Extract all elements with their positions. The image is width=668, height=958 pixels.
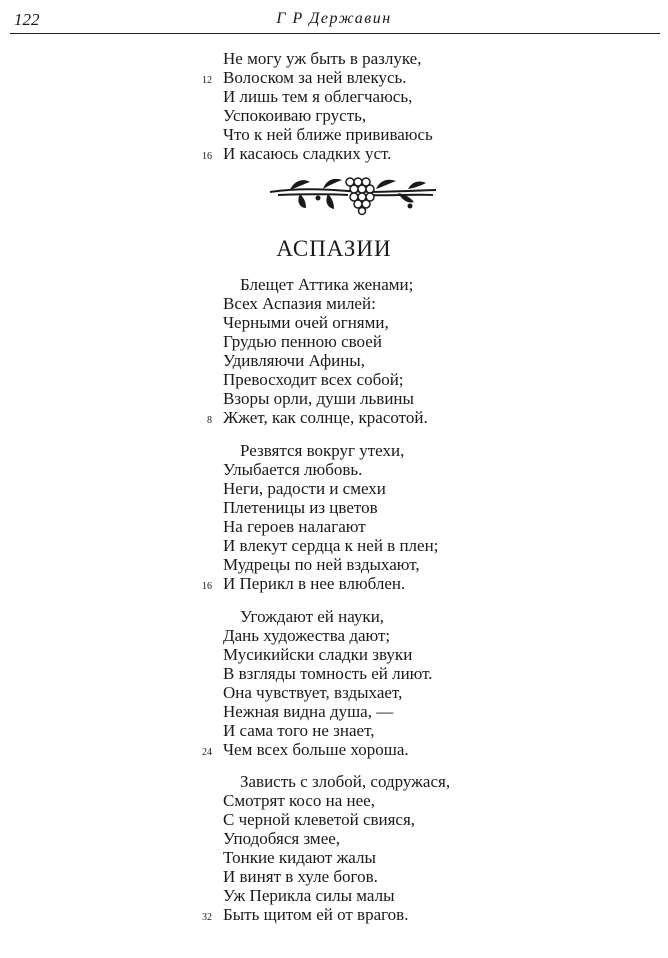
poem-stanza-1 bbox=[0, 275, 668, 427]
line-text: Удивляючи Афины, bbox=[223, 351, 365, 370]
line-text: Не могу уж быть в разлуке, bbox=[223, 49, 422, 68]
poem-title: АСПАЗИИ bbox=[276, 236, 392, 261]
line-text: Всех Аспазия милей: bbox=[223, 294, 376, 313]
vine-grapes-ornament-icon bbox=[268, 168, 438, 216]
line-number: 12 bbox=[202, 75, 212, 86]
line-text: Улыбается любовь. bbox=[223, 460, 363, 479]
line-text: Чем всех больше хороша. bbox=[223, 740, 409, 759]
line-number: 32 bbox=[202, 912, 212, 923]
line-text: Мусикийски сладки звуки bbox=[223, 645, 413, 664]
line-text: Быть щитом ей от врагов. bbox=[223, 905, 409, 924]
poem-line bbox=[0, 905, 668, 924]
line-text: Превосходит всех собой; bbox=[223, 370, 404, 389]
line-text: Черными очей огнями, bbox=[223, 313, 389, 332]
opening-stanza bbox=[0, 49, 668, 163]
poem-line bbox=[0, 351, 668, 370]
poem-line bbox=[0, 626, 668, 645]
line-text: И винят в хуле богов. bbox=[223, 867, 378, 886]
line-text: Угождают ей науки, bbox=[240, 607, 385, 626]
poem-line bbox=[0, 294, 668, 313]
poem-line bbox=[0, 87, 668, 106]
line-text: Волоском за ней влекусь. bbox=[223, 68, 407, 87]
poem-line bbox=[0, 370, 668, 389]
line-text: И влекут сердца к ней в плен; bbox=[223, 536, 439, 555]
poem-line bbox=[0, 125, 668, 144]
line-text: Неги, радости и смехи bbox=[223, 479, 386, 498]
page-number: 122 bbox=[14, 10, 40, 29]
line-text: Блещет Аттика женами; bbox=[240, 275, 414, 294]
poem-line bbox=[0, 144, 668, 163]
poem-line bbox=[0, 683, 668, 702]
poem-stanza-4 bbox=[0, 772, 668, 924]
poem-line bbox=[0, 332, 668, 351]
poem-line bbox=[0, 810, 668, 829]
poem-line bbox=[0, 772, 668, 791]
poem-line bbox=[0, 536, 668, 555]
poem-line bbox=[0, 664, 668, 683]
line-text: Взоры орли, души львины bbox=[223, 389, 414, 408]
poem-line bbox=[0, 313, 668, 332]
poem-line bbox=[0, 848, 668, 867]
line-text: Она чувствует, вздыхает, bbox=[223, 683, 403, 702]
line-text: И сама того не знает, bbox=[223, 721, 375, 740]
line-text: Грудью пенною своей bbox=[223, 332, 382, 351]
header-rule bbox=[10, 33, 660, 34]
poem-line bbox=[0, 49, 668, 68]
poem-line bbox=[0, 791, 668, 810]
page-header bbox=[0, 0, 668, 40]
poem-line bbox=[0, 645, 668, 664]
line-text: Что к ней ближе прививаюсь bbox=[223, 125, 433, 144]
line-text: Успокоиваю грусть, bbox=[223, 106, 367, 125]
poem-line bbox=[0, 106, 668, 125]
poem-line bbox=[0, 867, 668, 886]
line-text: В взгляды томность ей лиют. bbox=[223, 664, 433, 683]
line-text: Мудрецы по ней вздыхают, bbox=[223, 555, 420, 574]
poem-line bbox=[0, 408, 668, 427]
line-number: 24 bbox=[202, 747, 212, 758]
line-text: Тонкие кидают жалы bbox=[223, 848, 376, 867]
poem-line bbox=[0, 574, 668, 593]
poem-line bbox=[0, 68, 668, 87]
line-text: И касаюсь сладких уст. bbox=[223, 144, 392, 163]
poem-line bbox=[0, 740, 668, 759]
poem-line bbox=[0, 702, 668, 721]
poem-line bbox=[0, 829, 668, 848]
poem-line bbox=[0, 721, 668, 740]
poem-line bbox=[0, 498, 668, 517]
poem-line bbox=[0, 886, 668, 905]
line-text: Дань художества дают; bbox=[223, 626, 391, 645]
poem-line bbox=[0, 607, 668, 626]
poem-line bbox=[0, 479, 668, 498]
line-text: Плетеницы из цветов bbox=[223, 498, 378, 517]
poem-line bbox=[0, 441, 668, 460]
line-number: 16 bbox=[202, 581, 212, 592]
line-text: С черной клеветой свияся, bbox=[223, 810, 416, 829]
line-text: На героев налагают bbox=[223, 517, 366, 536]
poem-line bbox=[0, 275, 668, 294]
line-text: Смотрят косо на нее, bbox=[223, 791, 375, 810]
poem-line bbox=[0, 517, 668, 536]
line-text: И Перикл в нее влюблен. bbox=[223, 574, 406, 593]
poem-stanza-3 bbox=[0, 607, 668, 759]
line-text: Уподобяся змее, bbox=[223, 829, 341, 848]
line-text: Резвятся вокруг утехи, bbox=[240, 441, 405, 460]
poem-stanza-2 bbox=[0, 441, 668, 593]
running-head: Г Р Державин bbox=[276, 10, 392, 27]
line-text: Зависть с злобой, содружася, bbox=[240, 772, 451, 791]
poem-line bbox=[0, 555, 668, 574]
poem-line bbox=[0, 389, 668, 408]
line-text: Жжет, как солнце, красотой. bbox=[223, 408, 428, 427]
poem-line bbox=[0, 460, 668, 479]
line-number: 8 bbox=[207, 415, 212, 426]
line-text: Нежная видна душа, — bbox=[223, 702, 394, 721]
line-text: Уж Перикла силы малы bbox=[223, 886, 395, 905]
line-text: И лишь тем я облегчаюсь, bbox=[223, 87, 413, 106]
line-number: 16 bbox=[202, 151, 212, 162]
